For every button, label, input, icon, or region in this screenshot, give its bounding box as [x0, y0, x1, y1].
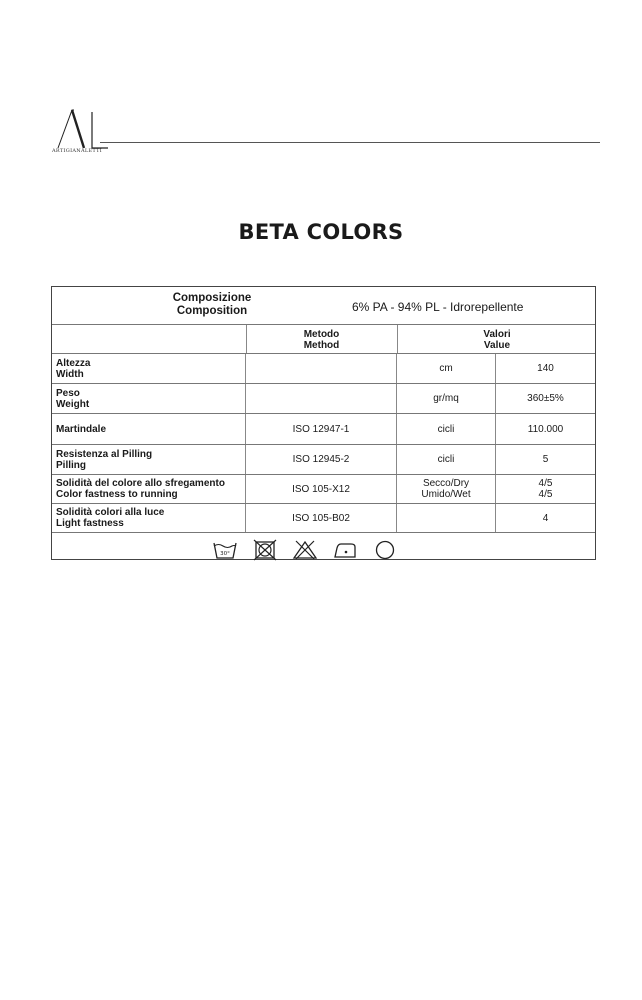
row-method: ISO 105-X12: [246, 475, 397, 503]
method-header-en: Method: [303, 340, 340, 351]
row-label-it: Resistenza al Pilling: [56, 448, 153, 460]
row-label-en: Width: [56, 368, 84, 380]
row-method: [246, 354, 397, 383]
value-header: [422, 329, 572, 351]
row-method: ISO 12947-1: [246, 414, 397, 444]
iron-low-icon: [332, 539, 358, 561]
no-tumble-dry-icon: [252, 539, 278, 561]
row-label-it: Peso: [56, 387, 80, 399]
row-value: 4/5 4/5: [538, 478, 553, 500]
row-unit: gr/mq: [397, 384, 496, 413]
row-value: 110.000: [527, 423, 564, 435]
row-unit: cm: [397, 354, 496, 383]
row-label-en: Weight: [56, 398, 90, 410]
brand-name: ARTIGIANALETTI: [52, 148, 103, 154]
care-symbols-row: [52, 533, 595, 559]
method-header-it: Metodo: [303, 329, 340, 340]
svg-text:30°: 30°: [220, 551, 230, 557]
row-label-it: Martindale: [56, 423, 107, 435]
table-row: [52, 354, 595, 384]
row-unit: cicli: [397, 445, 496, 474]
row-value: 5: [542, 454, 549, 465]
row-label-en: Color fastness to running: [56, 489, 178, 500]
header-rule: [100, 142, 600, 143]
row-label-it: Solidità colori alla luce: [56, 507, 165, 518]
row-label-it: Altezza: [56, 357, 91, 369]
table-row: [52, 504, 595, 533]
method-header: [246, 329, 397, 351]
row-label-en: Light fastness: [56, 518, 124, 529]
composition-label: [52, 292, 372, 318]
row-label-en: Pilling: [56, 459, 86, 471]
row-method: ISO 12945-2: [246, 445, 397, 474]
table-row: [52, 384, 595, 414]
brand-logo: [52, 106, 112, 154]
row-unit: [397, 504, 496, 532]
row-method: ISO 105-B02: [246, 504, 397, 532]
row-value: 4: [542, 512, 549, 524]
composition-label-it: Composizione: [172, 292, 252, 304]
wash-30-icon: [212, 539, 238, 561]
header-row: [52, 325, 595, 354]
value-header-en: Value: [483, 340, 511, 351]
composition-row: [52, 287, 595, 325]
row-value: 360±5%: [527, 393, 564, 404]
spec-table: [51, 286, 596, 560]
dry-clean-icon: [372, 539, 398, 561]
value-header-it: Valori: [483, 329, 511, 340]
table-row: [52, 445, 595, 475]
table-row: [52, 475, 595, 504]
composition-value: 6% PA - 94% PL - Idrorepellente: [352, 300, 524, 314]
no-bleach-icon: [292, 539, 318, 561]
composition-label-en: Composition: [176, 305, 248, 317]
row-unit: cicli: [397, 414, 496, 444]
row-label-it: Solidità del colore allo sfregamento: [56, 478, 225, 489]
row-unit: Secco/Dry Umido/Wet: [397, 475, 496, 503]
table-row: [52, 414, 595, 445]
row-value: 140: [537, 363, 554, 374]
page-title: BETA COLORS: [238, 220, 404, 244]
row-method: [246, 384, 397, 413]
